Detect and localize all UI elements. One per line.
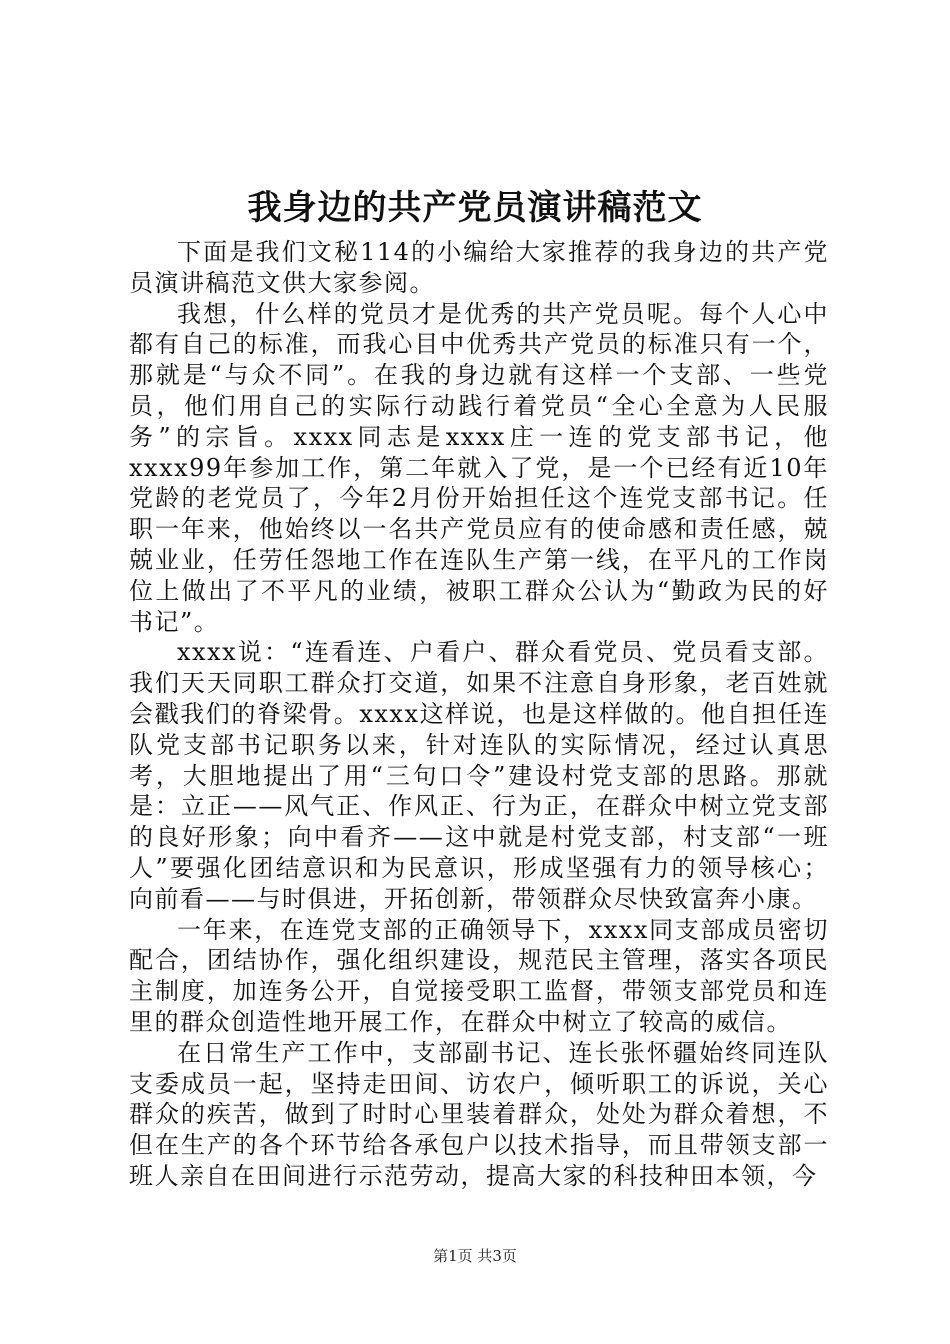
paragraph: 下面是我们文秘114的小编给大家推荐的我身边的共产党员演讲稿范文供大家参阅。 [129, 238, 829, 297]
document-title: 我身边的共产党员演讲稿范文 [247, 188, 703, 228]
paragraph: 在日常生产工作中，支部副书记、连长张怀疆始终同连队支委成员一起，坚持走田间、访农户，倾听职工的诉说，关心群众的疾苦，做到了时时心里装着群众，处处为群众着想，不但在生产的各个环节给各承包户以技术指导，而且带领支部一班人亲自在田间进行示范劳动，提高大家的科技种田本领，今 [129, 1038, 829, 1190]
paragraph: xxxx说：“连看连、户看户、群众看党员、党员看支部。我们天天同职工群众打交道，如果不注意自身形象，老百姓就会戳我们的脊梁骨。xxxx这样说，也是这样做的。他自担任连队党支部书记职务以来，针对连队的实际情况，经过认真思考，大胆地提出了用“三句口令”建设村党支部的思路。那就是：立正——风气正、作风正、行为正，在群众中树立党支部的良好形象；向中看齐——这中就是村党支部，村支部“一班人”要强化团结意识和为民意识，形成坚强有力的领导核心；向前看——与时俱进，开拓创新，带领群众尽快致富奔小康。 [129, 638, 829, 913]
paragraph: 我想，什么样的党员才是优秀的共产党员呢。每个人心中都有自己的标准，而我心目中优秀共产党员的标准只有一个，那就是“与众不同”。在我的身边就有这样一个支部、一些党员，他们用自己的实际行动践行着党员“全心全意为人民服务”的宗旨。xxxx同志是xxxx庄一连的党支部书记，他xxxx99年参加工作，第二年就入了党，是一个已经有近10年党龄的老党员了，今年2月份开始担任这个连党支部书记。任职一年来，他始终以一名共产党员应有的使命感和责任感，兢兢业业，任劳任怨地工作在连队生产第一线，在平凡的工作岗位上做出了不平凡的业绩，被职工群众公认为“勤政为民的好书记”。 [129, 299, 829, 636]
document-body [129, 237, 829, 1192]
page-footer: 第1页 共3页 [433, 1247, 517, 1265]
paragraph: 一年来，在连党支部的正确领导下，xxxx同支部成员密切配合，团结协作，强化组织建设，规范民主管理，落实各项民主制度，加连务公开，自觉接受职工监督，带领支部党员和连里的群众创造性地开展工作，在群众中树立了较高的威信。 [129, 915, 829, 1036]
